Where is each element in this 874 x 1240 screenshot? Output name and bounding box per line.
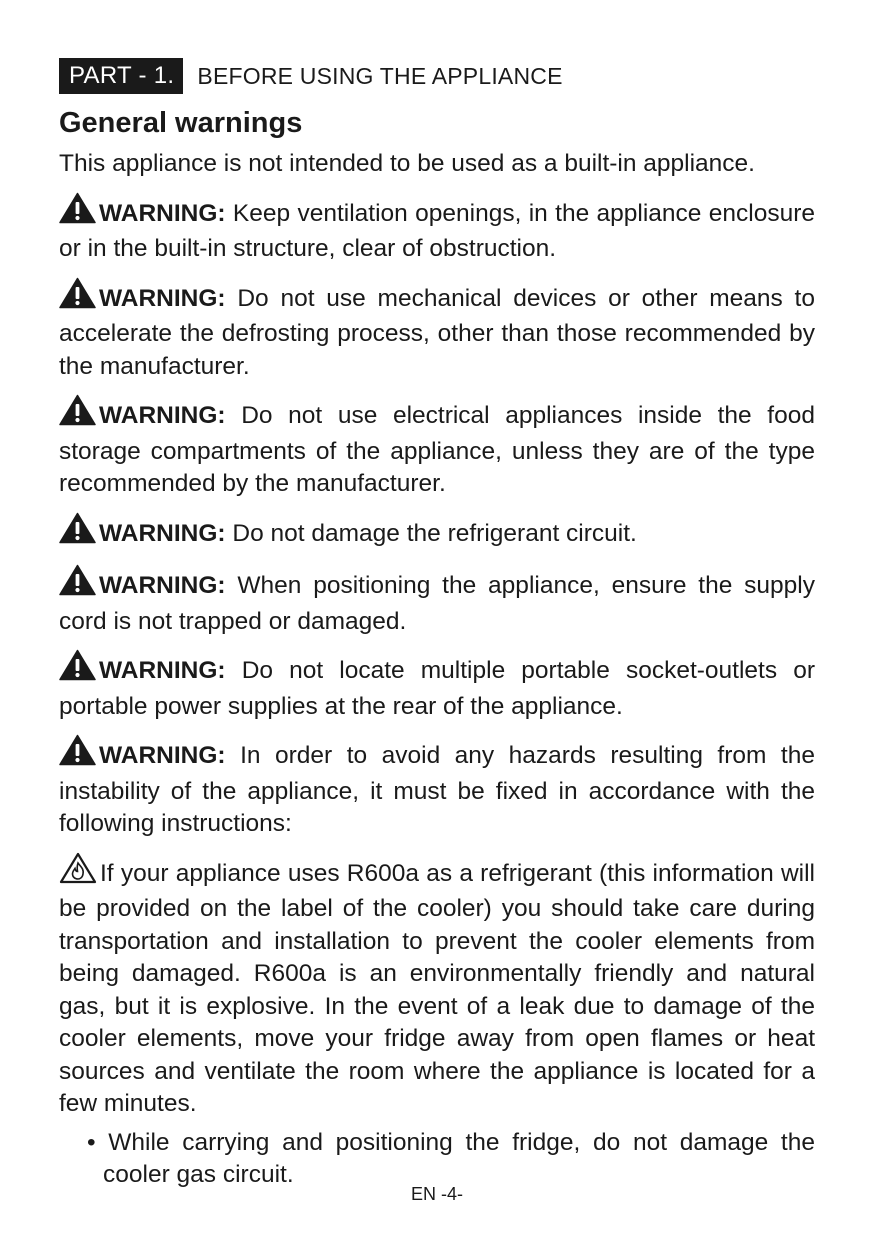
warning-text: When positioning the appliance, ensure the supply cord is not trapped or damaged. xyxy=(59,572,816,635)
warning-triangle-icon xyxy=(59,277,96,319)
warning-item xyxy=(59,734,815,841)
warning-text: Keep ventilation openings, in the appliance enclosure or in the built-in structure, clear of obstruction. xyxy=(59,199,815,262)
warning-item xyxy=(59,394,815,501)
page-number: EN -4- xyxy=(410,1184,463,1204)
part-header xyxy=(59,58,815,94)
bullet-text: While carrying and positioning the fridge, do not damage the cooler gas circuit. xyxy=(103,1128,815,1188)
bullet-list xyxy=(59,1127,815,1192)
warning-label: WARNING: xyxy=(99,742,226,769)
part-badge: PART - 1. xyxy=(59,58,183,94)
bullet-marker: • xyxy=(87,1128,109,1156)
warning-triangle-icon xyxy=(59,734,96,776)
warning-text: Do not damage the refrigerant circuit. xyxy=(232,519,637,547)
bullet-item xyxy=(87,1127,815,1192)
warning-item xyxy=(59,512,815,554)
warning-item xyxy=(59,192,815,266)
warning-triangle-icon xyxy=(59,192,96,234)
flammable-note-text: If your appliance uses R600a as a refrigerant (this information will be provided on the label of the cooler) you should take care during transportation and installation to prevent the cooler elements from being damaged. R600a is an environmentally friendly and natural gas, but it is explosive. In the event of a leak due to damage of the cooler elements, move your fridge away from open flames or heat sources and ventilate the room where the appliance is located for a few minutes. xyxy=(59,859,815,1117)
section-title: General warnings xyxy=(59,107,303,139)
warning-triangle-icon xyxy=(59,394,96,436)
warning-text: Do not use electrical appliances inside the food storage compartments of the appliance, unless they are of the type recommended by the manufacturer. xyxy=(59,402,815,497)
warning-label: WARNING: xyxy=(99,572,226,599)
manual-page xyxy=(59,58,815,1192)
warning-triangle-icon xyxy=(59,649,96,691)
flammable-warning-icon xyxy=(59,852,97,894)
warning-text: In order to avoid any hazards resulting from the instability of the appliance, it must be fixed in accordance with the following instructions: xyxy=(59,742,815,837)
warning-label: WARNING: xyxy=(99,402,226,429)
intro-text: This appliance is not intended to be used as a built-in appliance. xyxy=(59,150,755,177)
warning-label: WARNING: xyxy=(99,199,226,227)
warning-item xyxy=(59,649,815,723)
warning-text: Do not use mechanical devices or other means to accelerate the defrosting process, other than those recommended by the manufacturer. xyxy=(59,284,815,380)
part-title: BEFORE USING THE APPLIANCE xyxy=(197,62,563,89)
warning-item xyxy=(59,564,815,638)
warning-item xyxy=(59,277,815,384)
flammable-note xyxy=(59,852,815,1121)
warning-label: WARNING: xyxy=(99,657,226,684)
warning-text: Do not locate multiple portable socket-outlets or portable power supplies at the rear of the appliance. xyxy=(59,657,815,720)
warning-label: WARNING: xyxy=(99,284,226,312)
warnings-list xyxy=(59,192,815,841)
warning-triangle-icon xyxy=(59,564,96,606)
warning-triangle-icon xyxy=(59,512,96,554)
warning-label: WARNING: xyxy=(99,519,226,547)
